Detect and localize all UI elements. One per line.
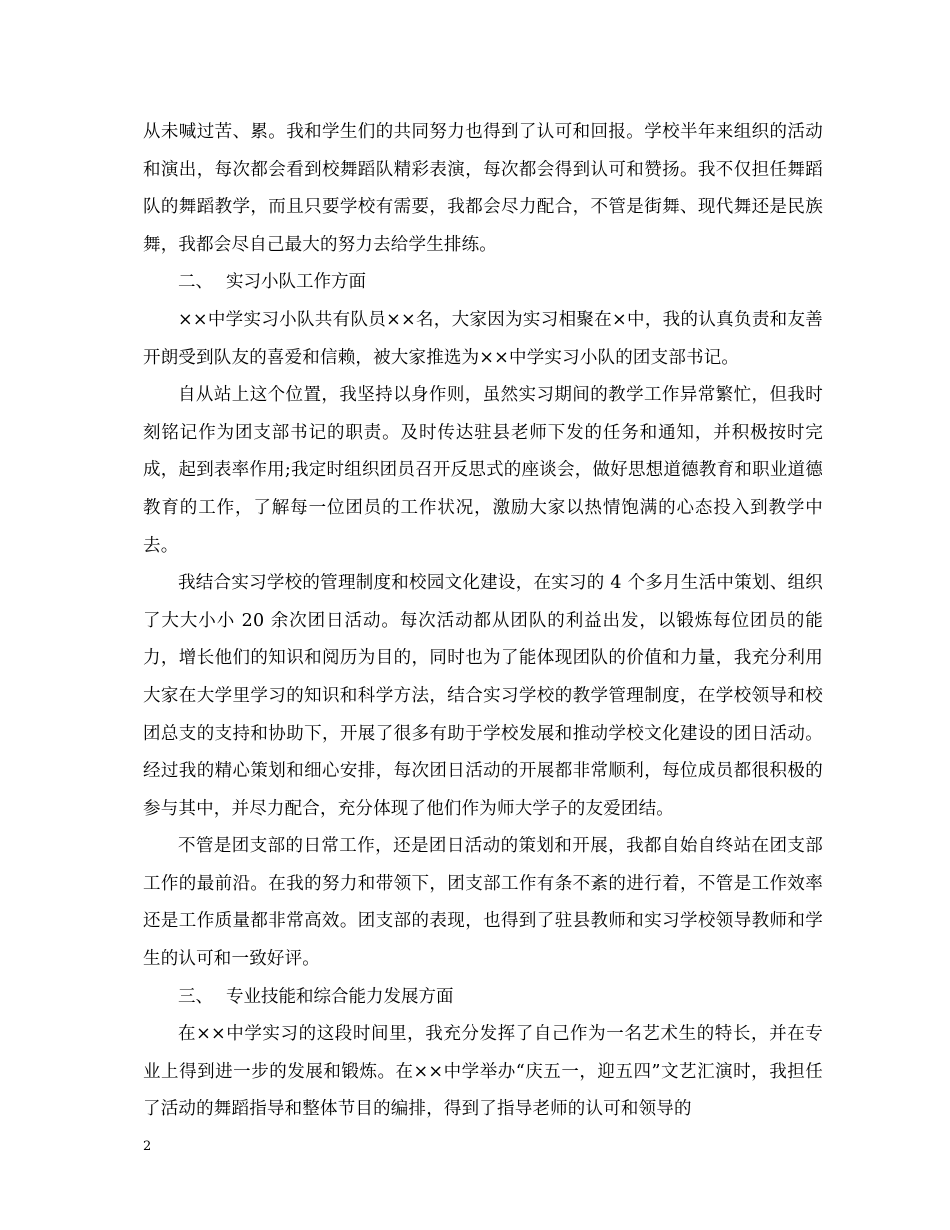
section-title: 实习小队工作方面 xyxy=(226,272,366,293)
paragraph-continuation: 从未喊过苦、累。我和学生们的共同努力也得到了认可和回报。学校半年来组织的活动和演出，每次都会看到校舞蹈队精彩表演，每次都会得到认可和赞扬。我不仅担任舞蹈队的舞蹈教学，而且只要学校有需要，我都会尽力配合，不管是街舞、现代舞还是民族舞，我都会尽自己最大的努力去给学生排练。 xyxy=(143,122,823,255)
section-title: 专业技能和综合能力发展方面 xyxy=(226,986,454,1007)
paragraph-team-activities: 我结合实习学校的管理制度和校园文化建设，在实习的 4 个多月生活中策划、组织了大大小小 20 余次团日活动。每次活动都从团队的利益出发，以锻炼每位团员的能力，增长他们的知识和阅历为目的，同时也为了能体现团队的价值和力量，我充分利用大家在大学里学习的知识和科学方法，结合实习学校的教学管理制度，在学校领导和校团总支的支持和协助下，开展了很多有助于学校发展和推动学校文化建设的团日活动。经过我的精心策划和细心安排，每次团日活动的开展都非常顺利，每位成员都很积极的参与其中，并尽力配合，充分体现了他们作为师大学子的友爱团结。 xyxy=(143,573,823,819)
paragraph-secretary-duties: 自从站上这个位置，我坚持以身作则，虽然实习期间的教学工作异常繁忙，但我时刻铭记作为团支部书记的职责。及时传达驻县老师下发的任务和通知，并积极按时完成，起到表率作用;我定时组织团员召开反思式的座谈会，做好思想道德教育和职业道德教育的工作，了解每一位团员的工作状况，激励大家以热情饱满的心态投入到教学中去。 xyxy=(143,385,823,556)
section-number: 三、 xyxy=(178,986,213,1007)
paragraph-professional-skills: 在××中学实习的这段时间里，我充分发挥了自己作为一名艺术生的特长，并在专业上得到进一步的发展和锻炼。在××中学举办“庆五一，迎五四”文艺汇演时，我担任了活动的舞蹈指导和整体节目的编排，得到了指导老师的认可和领导的 xyxy=(143,1024,823,1120)
page-number: 2 xyxy=(143,1139,152,1154)
paragraph-branch-work: 不管是团支部的日常工作，还是团日活动的策划和开展，我都自始自终站在团支部工作的最前沿。在我的努力和带领下，团支部工作有条不紊的进行着，不管是工作效率还是工作质量都非常高效。团支部的表现，也得到了驻县教师和实习学校领导教师和学生的认可和一致好评。 xyxy=(143,836,823,970)
paragraph-team-members: ××中学实习小队共有队员××名，大家因为实习相聚在×中，我的认真负责和友善开朗受到队友的喜爱和信赖，被大家推选为××中学实习小队的团支部书记。 xyxy=(143,309,823,368)
document-body xyxy=(143,114,823,1129)
section-heading-three xyxy=(143,979,823,1017)
section-number: 二、 xyxy=(178,272,213,293)
section-heading-two xyxy=(143,264,823,302)
